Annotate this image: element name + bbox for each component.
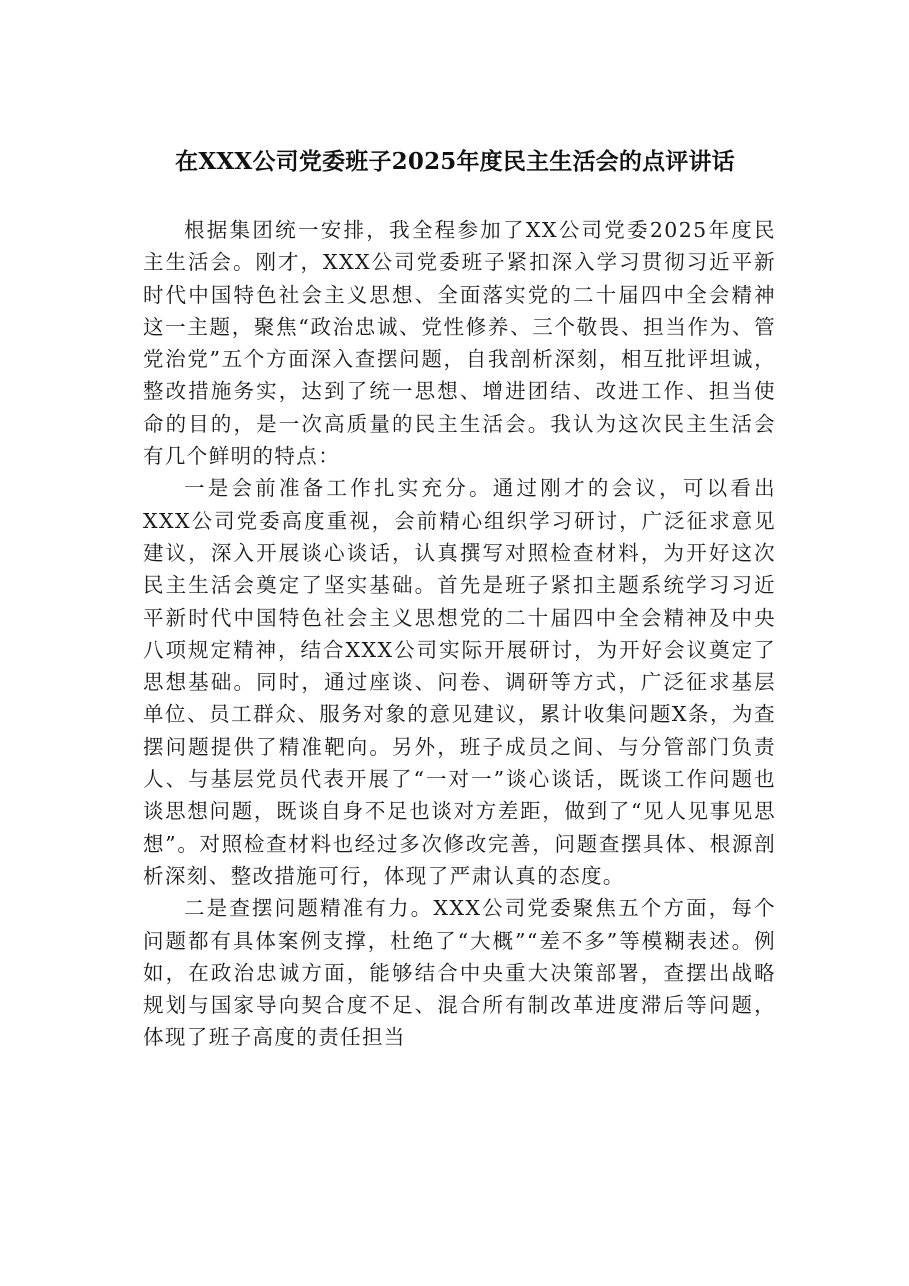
paragraph-point-two: 二是查摆问题精准有力。XXX公司党委聚焦五个方面，每个问题都有具体案例支撑，杜绝了“大概”“差不多”等模糊表述。例如，在政治忠诚方面，能够结合中央重大决策部署，查摆出战略规划与国家导向契合度不足、混合所有制改革进度滞后等问题，体现了班子高度的责任担当 [143, 896, 776, 1050]
document-body [143, 214, 776, 1054]
paragraph-intro: 根据集团统一安排，我全程参加了XX公司党委2025年度民主生活会。刚才，XXX公司党委班子紧扣深入学习贯彻习近平新时代中国特色社会主义思想、全面落实党的二十届四中全会精神这一主题，聚焦“政治忠诚、党性修养、三个敬畏、担当作为、管党治党”五个方面深入查摆问题，自我剖析深刻，相互批评坦诚，整改措施务实，达到了统一思想、增进团结、改进工作、担当使命的目的，是一次高质量的民主生活会。我认为这次民主生活会有几个鲜明的特点： [143, 218, 776, 469]
document-title: 在XXX公司党委班子2025年度民主生活会的点评讲话 [175, 148, 735, 175]
paragraph-point-one: 一是会前准备工作扎实充分。通过刚才的会议，可以看出XXX公司党委高度重视，会前精心组织学习研讨，广泛征求意见建议，深入开展谈心谈话，认真撰写对照检查材料，为开好这次民主生活会奠定了坚实基础。首先是班子紧扣主题系统学习习近平新时代中国特色社会主义思想党的二十届四中全会精神及中央八项规定精神，结合XXX公司实际开展研讨，为开好会议奠定了思想基础。同时，通过座谈、问卷、调研等方式，广泛征求基层单位、员工群众、服务对象的意见建议，累计收集问题X条，为查摆问题提供了精准靶向。另外，班子成员之间、与分管部门负责人、与基层党员代表开展了“一对一”谈心谈话，既谈工作问题也谈思想问题，既谈自身不足也谈对方差距，做到了“见人见事见思想”。对照检查材料也经过多次修改完善，问题查摆具体、根源剖析深刻、整改措施可行，体现了严肃认真的态度。 [143, 476, 776, 888]
